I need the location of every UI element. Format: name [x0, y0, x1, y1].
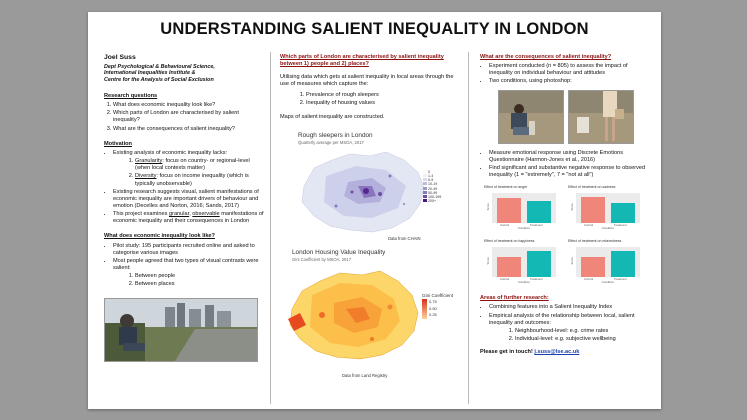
list-item: • Find significant and substantive negative response to observed inequality (1 = "extremely", 7 = "not at all")	[489, 165, 650, 179]
chart-y-label: Score	[569, 257, 574, 265]
list-item: • Measure emotional response using Discrete Emotions Questionnaire (Harmon-Jones et al., 2016)	[489, 150, 650, 164]
list-item: • Pilot study: 195 participants recruited online and asked to categorise various images	[113, 243, 264, 257]
middle-heading: Which parts of London are characterised by salient inequality between 1) people and 2) places?	[280, 54, 444, 68]
poster	[88, 12, 661, 409]
chart-plot-area	[576, 193, 640, 223]
map2-legend-scale	[422, 299, 427, 319]
middle-intro: Utilising data which gets at salient inequality in local areas through the use of measures which capture the:	[280, 74, 454, 88]
list-item: 2. Individual-level: e.g. subjective wellbeing	[515, 336, 650, 343]
list-item: 2. Between places	[135, 281, 264, 288]
rough-sleepers-map	[280, 132, 458, 244]
map2-title: London Housing Value Inequality	[292, 249, 386, 257]
chart-category-label: Treatment	[530, 223, 543, 228]
chart-bar	[611, 251, 635, 277]
list-item: • Two conditions, using photoshop:	[489, 78, 650, 85]
chart-bar	[611, 203, 635, 223]
chart-category-label: Treatment	[530, 277, 543, 282]
emotion-chart	[484, 239, 560, 285]
housing-inequality-map	[280, 249, 458, 377]
chart-y-label: Score	[485, 203, 490, 211]
motivation-sublist	[123, 158, 264, 188]
contrast-photo	[104, 298, 258, 362]
chart-title: Effect of treatment on happiness	[484, 239, 535, 244]
list-item: • Combining features into a Salient Inequality Index	[489, 304, 650, 311]
experiment-photos	[498, 90, 650, 144]
further-heading: Areas of further research:	[480, 295, 549, 302]
list-item: 1. Neighbourhood-level: e.g. crime rates	[515, 328, 650, 335]
research-questions-heading: Research questions	[104, 92, 158, 99]
emotion-charts	[480, 185, 650, 289]
control-condition-photo	[498, 90, 564, 144]
chart-x-label: Condition	[602, 226, 614, 231]
list-item: • Empirical analysis of the relationship between local, salient inequality and outcomes: 1. Neighbourhood-level: e.g. crime rates 2. Individual-level: e.g. subjective wellbeing	[489, 313, 650, 344]
chart-title: Effect of treatment on relaxedness	[568, 239, 622, 244]
chart-y-label: Score	[485, 257, 490, 265]
list-item: 1. Between people	[135, 273, 264, 280]
chart-title: Effect of treatment on sadness	[568, 185, 616, 190]
chart-bar	[497, 198, 521, 223]
treatment-condition-photo	[568, 90, 634, 144]
chart-x-label: Condition	[518, 226, 530, 231]
contact-line: Please get in touch! j.suss@lse.ac.uk	[480, 349, 580, 356]
map2-subtitle: Gini Coefficient by MSOA, 2017	[292, 257, 352, 263]
list-item: • Existing research suggests visual, salient manifestations of economic inequality are important drivers of behaviour and emotion (Decelles and Norton, 2016; Sands, 2017)	[113, 189, 264, 210]
map2-legend: Gini Coefficient 0.75 0.50 0.25	[422, 293, 453, 319]
map1-source: Data from CHAIN	[388, 236, 421, 242]
chart-bar	[581, 257, 605, 277]
chart-bar	[581, 197, 605, 223]
column-divider	[468, 52, 469, 404]
chart-category-label: Control	[500, 277, 510, 282]
chart-title: Effect of treatment on anger	[484, 185, 528, 190]
right-column	[480, 54, 650, 356]
middle-constructed: Maps of salient inequality are constructed.	[280, 113, 385, 120]
chart-plot-area	[492, 247, 556, 277]
look-like-sublist	[123, 273, 264, 288]
contrast-photo-image	[105, 299, 257, 361]
chart-y-label: Score	[569, 203, 574, 211]
author-affiliation: Dept Psychological & Behavioural Science, International Inequalities Institute & Centre for the Analysis of Social Exclusion	[104, 63, 215, 84]
chart-x-label: Condition	[602, 280, 614, 285]
list-item: • Most people agreed that two types of visual contrasts were salient: 1. Between people 2. Between places	[113, 258, 264, 289]
look-like-list	[104, 243, 264, 289]
middle-column	[280, 54, 458, 377]
poster-title: UNDERSTANDING SALIENT INEQUALITY IN LONDON	[160, 20, 589, 38]
look-like-heading: What does economic inequality look like?	[104, 233, 215, 240]
chart-plot-area	[576, 247, 640, 277]
list-item: 2. Diversity: focus on income inequality (which is typically unobservable)	[135, 173, 264, 187]
chart-category-label: Control	[584, 277, 594, 282]
chart-category-label: Control	[584, 223, 594, 228]
chart-plot-area	[492, 193, 556, 223]
chart-category-label: Treatment	[614, 223, 627, 228]
chart-bar	[527, 251, 551, 277]
motivation-list	[104, 150, 264, 226]
consequences-list	[480, 63, 650, 85]
left-column	[104, 54, 264, 362]
middle-list	[294, 92, 458, 107]
map2-shape	[282, 265, 422, 365]
map1-shape	[286, 146, 436, 238]
list-item: 3. What are the consequences of salient inequality?	[113, 126, 264, 133]
list-item: 1. Granularity: focus on country- or regional-level (when local contexts matter)	[135, 158, 264, 172]
list-item: 2. Which parts of London are characterised by salient inequality?	[113, 110, 264, 124]
map2-source: Data from Land Registry	[342, 373, 388, 379]
column-divider	[270, 52, 271, 404]
emotion-chart	[484, 185, 560, 231]
map1-title: Rough sleepers in London	[298, 132, 373, 140]
contact-email-link[interactable]: j.suss@lse.ac.uk	[534, 349, 580, 356]
author-name: Joel Suss	[104, 54, 136, 61]
chart-category-label: Control	[500, 223, 510, 228]
further-sublist	[503, 328, 650, 343]
further-list	[480, 304, 650, 343]
chart-x-label: Condition	[518, 280, 530, 285]
map1-legend: 0 1-4 5-9 10-19 20-49 50-99 100-199 200+	[423, 170, 441, 203]
list-item: • Existing analysis of economic inequality lacks: 1. Granularity: focus on country- or regional-level (when local contexts matter) 2. Diversity: focus on income inequality (which is typically unobservable)	[113, 150, 264, 188]
list-item: 1. Prevalence of rough sleepers	[306, 92, 458, 99]
list-item: 2. Inequality of housing values	[306, 100, 458, 107]
list-item: • Experiment conducted (n = 805) to assess the impact of inequality on individual behaviour and attitudes	[489, 63, 650, 77]
chart-category-label: Treatment	[614, 277, 627, 282]
list-item: 1. What does economic inequality look like?	[113, 102, 264, 109]
emotion-chart	[568, 185, 644, 231]
consequences-heading: What are the consequences of salient inequality?	[480, 54, 612, 60]
chart-bar	[527, 201, 551, 223]
map2-legend-title: Gini Coefficient	[422, 293, 454, 299]
list-item: • This project examines granular, observable manifestations of economic inequality and their consequences in London	[113, 211, 264, 225]
emotion-chart	[568, 239, 644, 285]
motivation-heading: Motivation	[104, 140, 132, 147]
map1-subtitle: Quarterly average per MSOA, 2017	[298, 140, 364, 146]
chart-bar	[497, 257, 521, 277]
consequences-list-2	[480, 150, 650, 180]
research-questions-list	[104, 102, 264, 133]
